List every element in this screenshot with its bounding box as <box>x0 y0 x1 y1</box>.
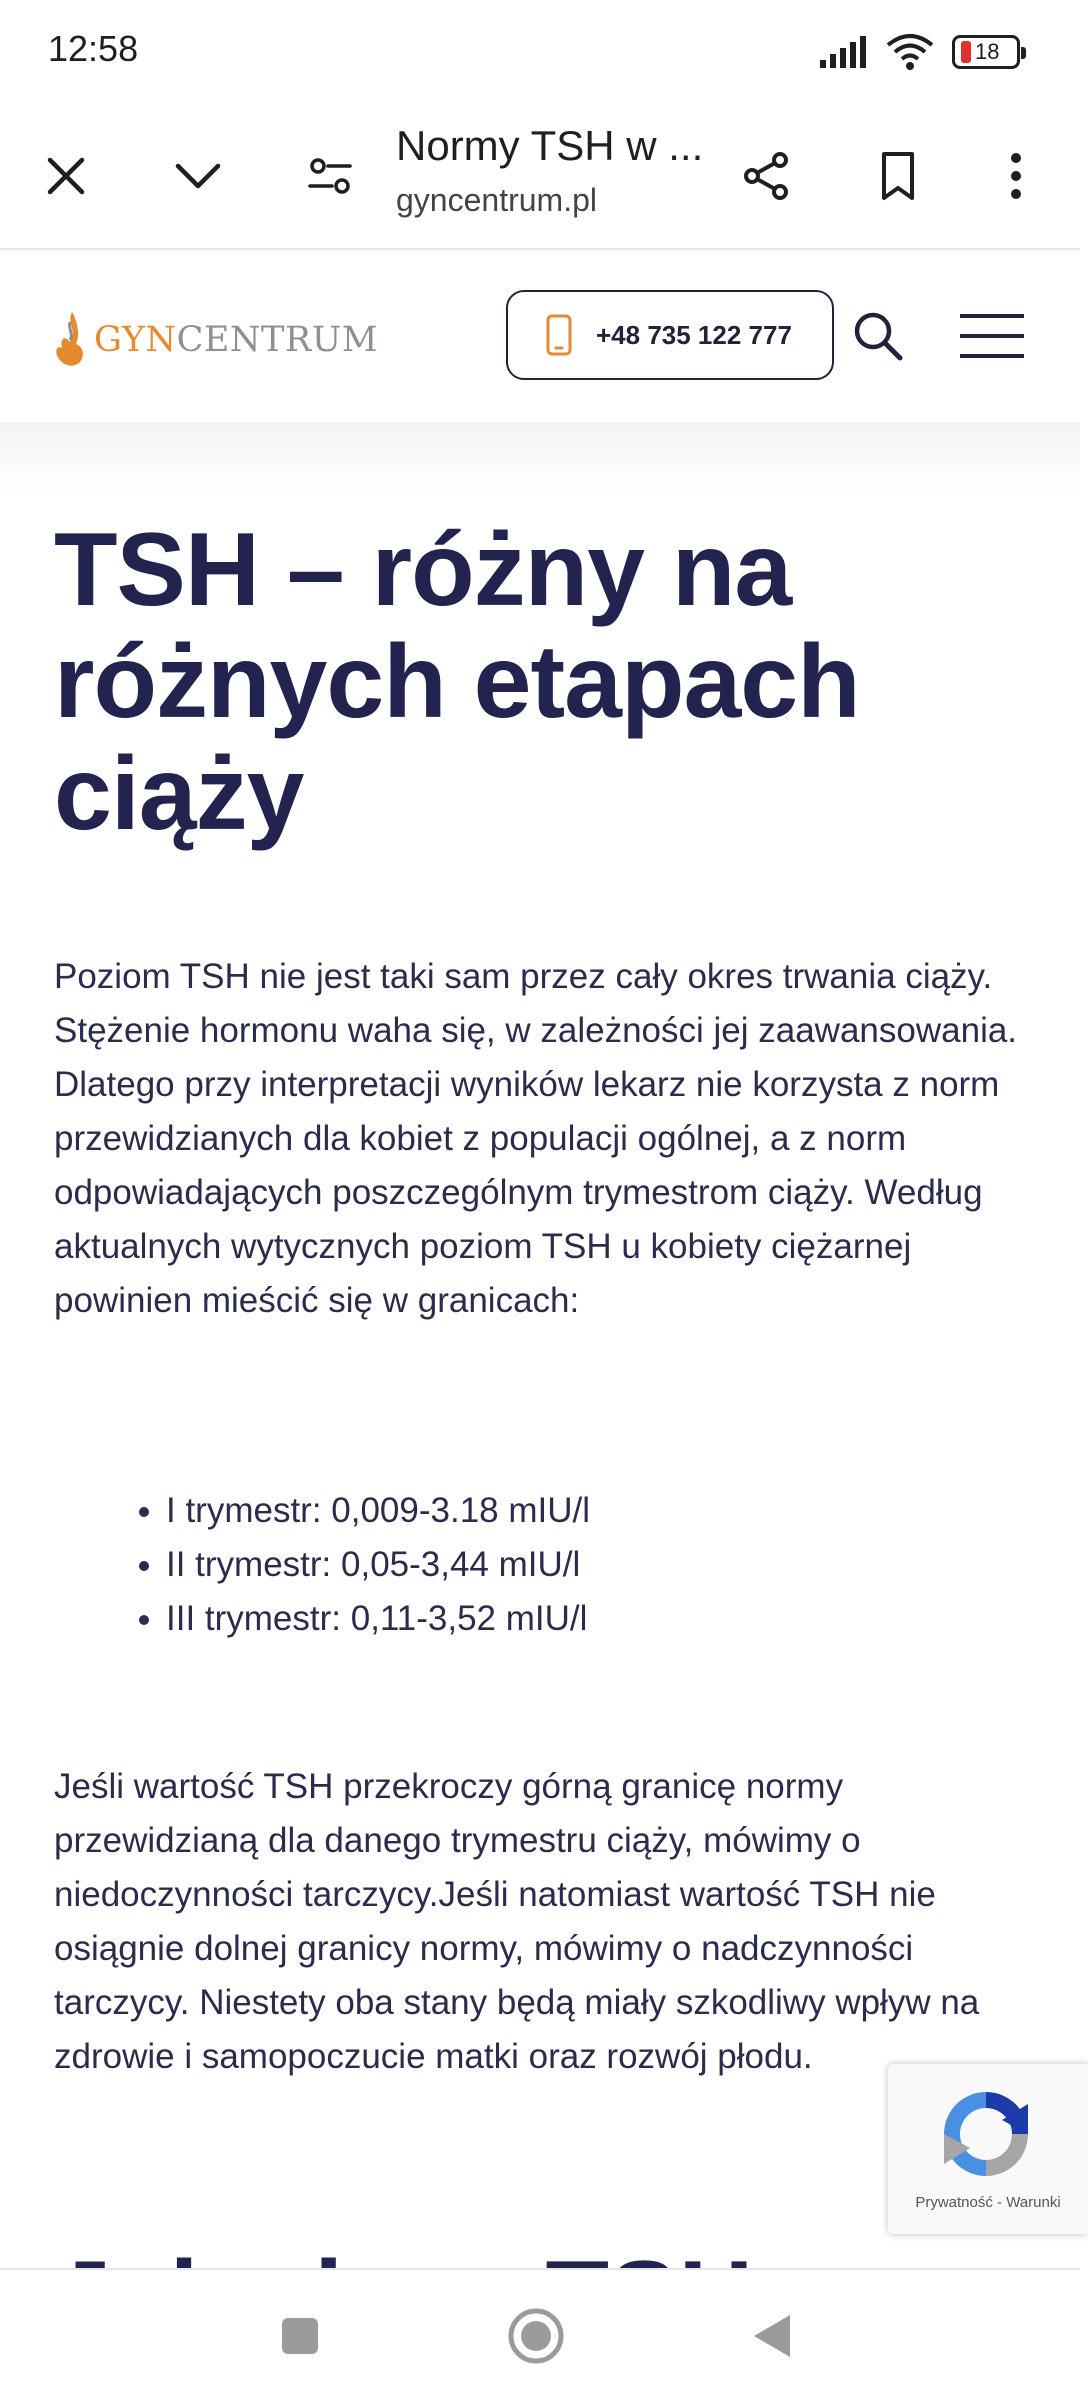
list-item: • II trymestr: 0,05-3,44 mIU/l <box>166 1538 590 1592</box>
more-options-button[interactable] <box>976 136 1056 216</box>
tsh-norms-list <box>110 1484 590 1646</box>
battery-fill <box>961 41 971 63</box>
battery-icon <box>952 35 1020 69</box>
close-icon <box>40 150 92 202</box>
page-settings-button[interactable] <box>290 136 370 216</box>
article <box>0 422 1080 2268</box>
home-button[interactable] <box>500 2300 572 2372</box>
page-settings-icon <box>304 150 356 202</box>
battery-level: 18 <box>975 39 1000 64</box>
status-time: 12:58 <box>48 28 139 69</box>
logo-flame-icon <box>52 310 88 370</box>
page-domain[interactable]: gyncentrum.pl <box>396 182 597 218</box>
bookmark-icon <box>872 150 924 202</box>
back-icon <box>750 2311 794 2361</box>
page-title[interactable]: Normy TSH w ... <box>396 122 704 169</box>
phone-button[interactable] <box>506 290 834 380</box>
more-vert-icon <box>990 150 1042 202</box>
site-logo[interactable] <box>52 310 378 370</box>
phone-icon <box>546 314 572 356</box>
search-icon[interactable] <box>850 308 906 364</box>
article-paragraph-2: Jeśli wartość TSH przekroczy górną granicę normy przewidzianą dla danego trymestru ciąży, mówimy o niedoczynności tarczycy.Jeśli natomiast wartość TSH nie osiągnie dolnej granicy normy, mówimy o nadczynności tarczycy. Niestety oba stany będą miały szkodliwy wpływ na zdrowie i samopoczucie matki oraz rozwój płodu. <box>54 1767 980 2076</box>
article-title: TSH – różny na różnych etapach ciąży <box>54 512 860 852</box>
chevron-down-icon <box>172 150 224 202</box>
browser-toolbar <box>0 102 1080 250</box>
logo-text: GYNCENTRUM <box>94 320 379 360</box>
status-bar <box>0 0 1080 102</box>
hamburger-menu-icon[interactable] <box>956 308 1028 364</box>
site-header <box>0 250 1080 422</box>
share-button[interactable] <box>726 136 806 216</box>
close-tab-button[interactable] <box>26 136 106 216</box>
back-button[interactable] <box>736 2300 808 2372</box>
expand-button[interactable] <box>158 136 238 216</box>
recents-icon <box>278 2314 322 2358</box>
article-paragraph-1: Poziom TSH nie jest taki sam przez cały okres trwania ciąży. Stężenie hormonu waha się, w zależności jej zaawansowania. Dlatego przy interpretacji wyników lekarz nie korzysta z norm przewidzianych dla kobiet z populacji ogólnej, a z norm odpowiadających poszczególnym trymestrom ciąży. Według aktualnych wytycznych poziom TSH u kobiety ciężarnej powinien mieścić się w granicach: <box>54 957 1018 1320</box>
signal-icon <box>818 34 868 70</box>
home-icon <box>506 2306 566 2366</box>
share-icon <box>740 150 792 202</box>
phone-number: +48 735 122 777 <box>596 319 792 350</box>
recaptcha-badge[interactable] <box>888 2064 1088 2234</box>
recaptcha-links[interactable]: Prywatność - Warunki <box>915 2194 1061 2211</box>
wifi-icon <box>886 33 934 71</box>
status-icons <box>818 30 1020 74</box>
system-nav-bar <box>0 2268 1080 2400</box>
bookmark-button[interactable] <box>858 136 938 216</box>
list-item: • III trymestr: 0,11-3,52 mIU/l <box>166 1592 590 1646</box>
list-item: • I trymestr: 0,009-3.18 mIU/l <box>166 1484 590 1538</box>
recaptcha-icon <box>932 2084 1040 2184</box>
recents-button[interactable] <box>264 2300 336 2372</box>
